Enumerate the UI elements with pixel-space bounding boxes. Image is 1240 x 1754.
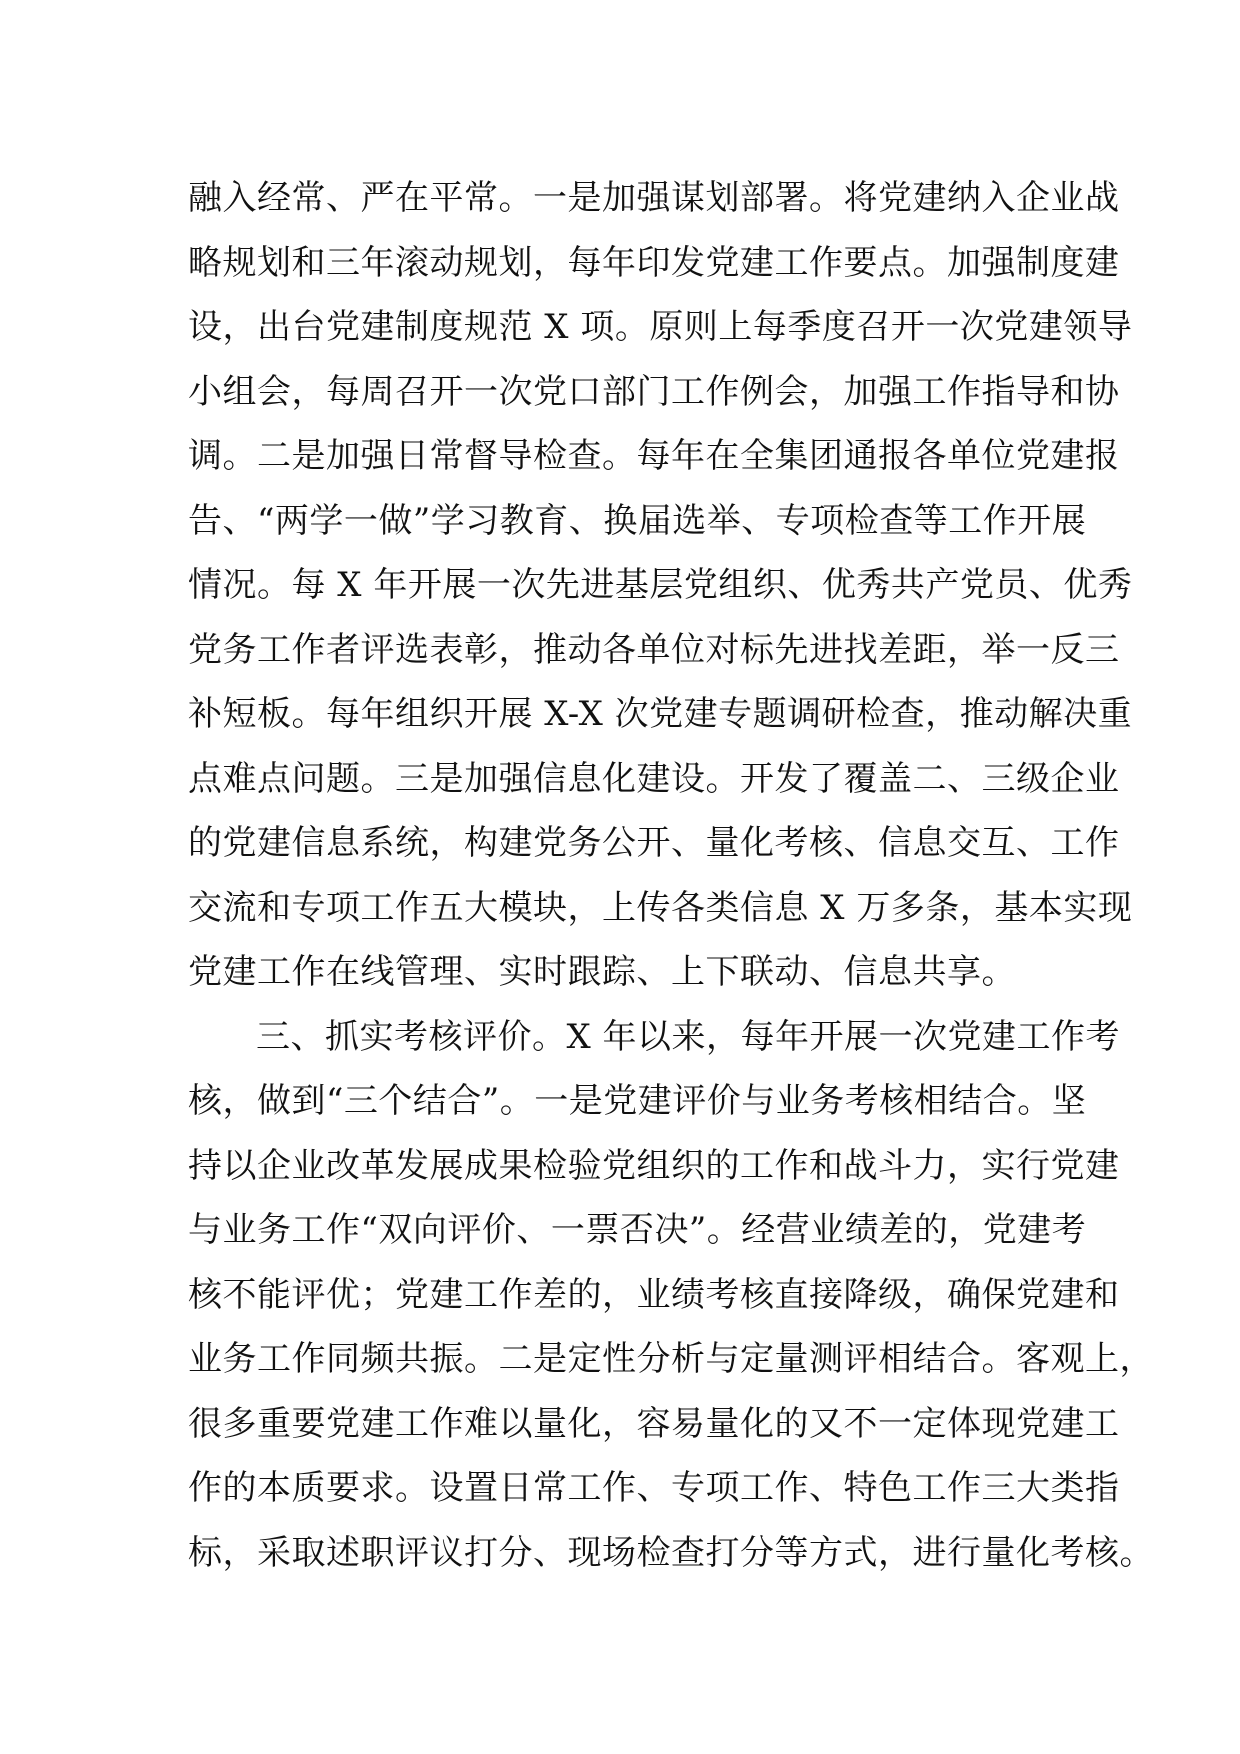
text-line: 很多重要党建工作难以量化，容易量化的又不一定体现党建工 — [188, 1403, 1120, 1444]
text-line: 告、“两学一做”学习教育、换届选举、专项检查等工作开展 — [188, 500, 1087, 541]
text-line: 交流和专项工作五大模块，上传各类信息 X 万多条，基本实现 — [188, 887, 1133, 928]
text-line: 融入经常、严在平常。一是加强谋划部署。将党建纳入企业战 — [188, 178, 1120, 218]
section-heading-line: 三、抓实考核评价。X 年以来，每年开展一次党建工作考 — [256, 1016, 1121, 1057]
text-line: 的党建信息系统，构建党务公开、量化考核、信息交互、工作 — [188, 823, 1120, 863]
text-line: 小组会，每周召开一次党口部门工作例会，加强工作指导和协 — [188, 371, 1120, 412]
text-line: 情况。每 X 年开展一次先进基层党组织、优秀共产党员、优秀 — [188, 565, 1133, 605]
text-line: 略规划和三年滚动规划，每年印发党建工作要点。加强制度建 — [188, 242, 1120, 283]
body-text — [188, 166, 1154, 1585]
text-line: 党务工作者评选表彰，推动各单位对标先进找差距，举一反三 — [188, 629, 1120, 670]
text-line: 业务工作同频共振。二是定性分析与定量测评相结合。客观上， — [188, 1339, 1154, 1379]
text-line: 作的本质要求。设置日常工作、专项工作、特色工作三大类指 — [188, 1468, 1120, 1508]
text-line: 补短板。每年组织开展 X-X 次党建专题调研检查，推动解决重 — [188, 694, 1133, 734]
text-line: 与业务工作“双向评价、一票否决”。经营业绩差的，党建考 — [188, 1210, 1087, 1250]
text-line: 核不能评优；党建工作差的，业绩考核直接降级，确保党建和 — [188, 1274, 1120, 1315]
text-line: 设，出台党建制度规范 X 项。原则上每季度召开一次党建领导 — [188, 307, 1133, 347]
text-line: 调。二是加强日常督导检查。每年在全集团通报各单位党建报 — [188, 436, 1120, 476]
text-line: 标，采取述职评议打分、现场检查打分等方式，进行量化考核。 — [188, 1532, 1154, 1573]
text-line: 持以企业改革发展成果检验党组织的工作和战斗力，实行党建 — [188, 1145, 1120, 1186]
text-line: 点难点问题。三是加强信息化建设。开发了覆盖二、三级企业 — [188, 758, 1120, 799]
text-line: 核，做到“三个结合”。一是党建评价与业务考核相结合。坚 — [188, 1081, 1087, 1121]
text-line: 党建工作在线管理、实时跟踪、上下联动、信息共享。 — [188, 952, 1016, 992]
